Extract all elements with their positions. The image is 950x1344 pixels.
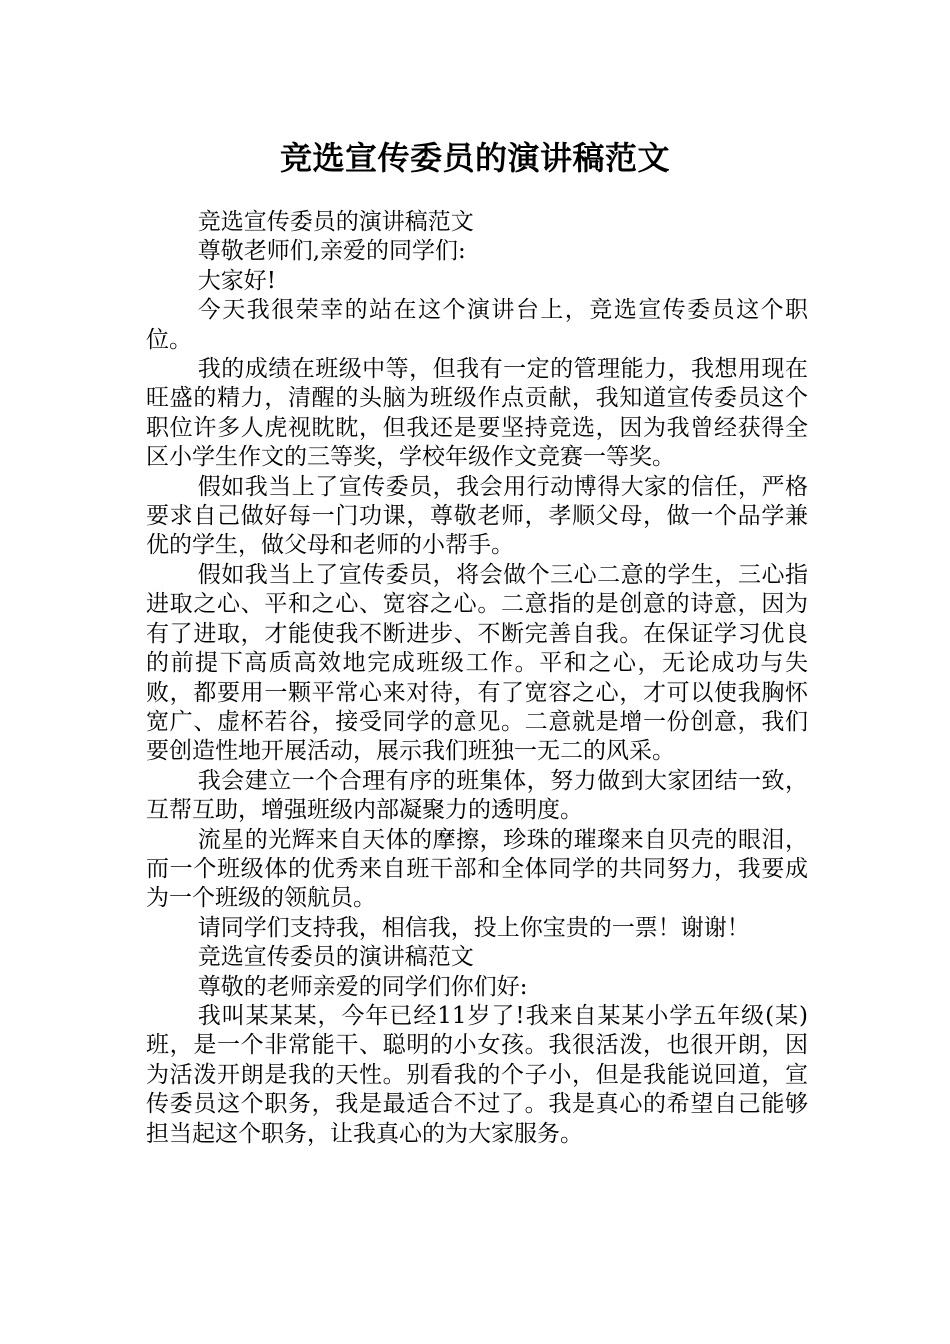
paragraph: 尊敬老师们,亲爱的同学们: [197,238,466,265]
document-title: 竞选宣传委员的演讲稿范文 [279,139,670,177]
document-body [146,208,808,1149]
paragraph: 我叫某某某，今年已经11岁了!我来自某某小学五年级(某)班，是一个非常能干、聪明的小女孩。我很活泼，也很开朗，因为活泼开朗是我的天性。别看我的个子小，但是我能说回道，宣传委员这个职务，我是最适合不过了。我是真心的希望自己能够担当起这个职务，让我真心的为大家服务。 [146,1002,808,1147]
paragraph: 今天我很荣幸的站在这个演讲台上，竞选宣传委员这个职位。 [146,297,808,353]
paragraph: 大家好! [197,267,276,294]
paragraph: 请同学们支持我，相信我，投上你宝贵的一票！谢谢！ [197,914,750,941]
paragraph: 我会建立一个合理有序的班集体，努力做到大家团结一致，互帮互助，增强班级内部凝聚力的透明度。 [146,767,808,824]
paragraph: 我的成绩在班级中等，但我有一定的管理能力，我想用现在旺盛的精力，清醒的头脑为班级作点贡献，我知道宣传委员这个职位许多人虎视眈眈，但我还是要坚持竞选，因为我曾经获得全区小学生作文的三等奖，学校年级作文竞赛一等奖。 [146,356,808,471]
paragraph: 竞选宣传委员的演讲稿范文 [197,944,474,971]
paragraph: 竞选宣传委员的演讲稿范文 [197,209,474,235]
paragraph: 假如我当上了宣传委员，将会做个三心二意的学生，三心指进取之心、平和之心、宽容之心。二意指的是创意的诗意，因为有了进取，才能使我不断进步、不断完善自我。在保证学习优良的前提下高质高效地完成班级工作。平和之心，无论成功与失败，都要用一颗平常心来对待，有了宽容之心，才可以使我胸怀宽广、虚杯若谷，接受同学的意见。二意就是增一份创意，我们要创造性地开展活动，展示我们班独一无二的风采。 [146,561,808,765]
paragraph: 流星的光辉来自天体的摩擦，珍珠的璀璨来自贝壳的眼泪，而一个班级体的优秀来自班干部和全体同学的共同努力，我要成为一个班级的领航员。 [146,826,808,912]
paragraph: 假如我当上了宣传委员，我会用行动博得大家的信任，严格要求自己做好每一门功课，尊敬老师，孝顺父母，做一个品学兼优的学生，做父母和老师的小帮手。 [146,473,808,559]
paragraph: 尊敬的老师亲爱的同学们你们好: [197,973,528,1000]
